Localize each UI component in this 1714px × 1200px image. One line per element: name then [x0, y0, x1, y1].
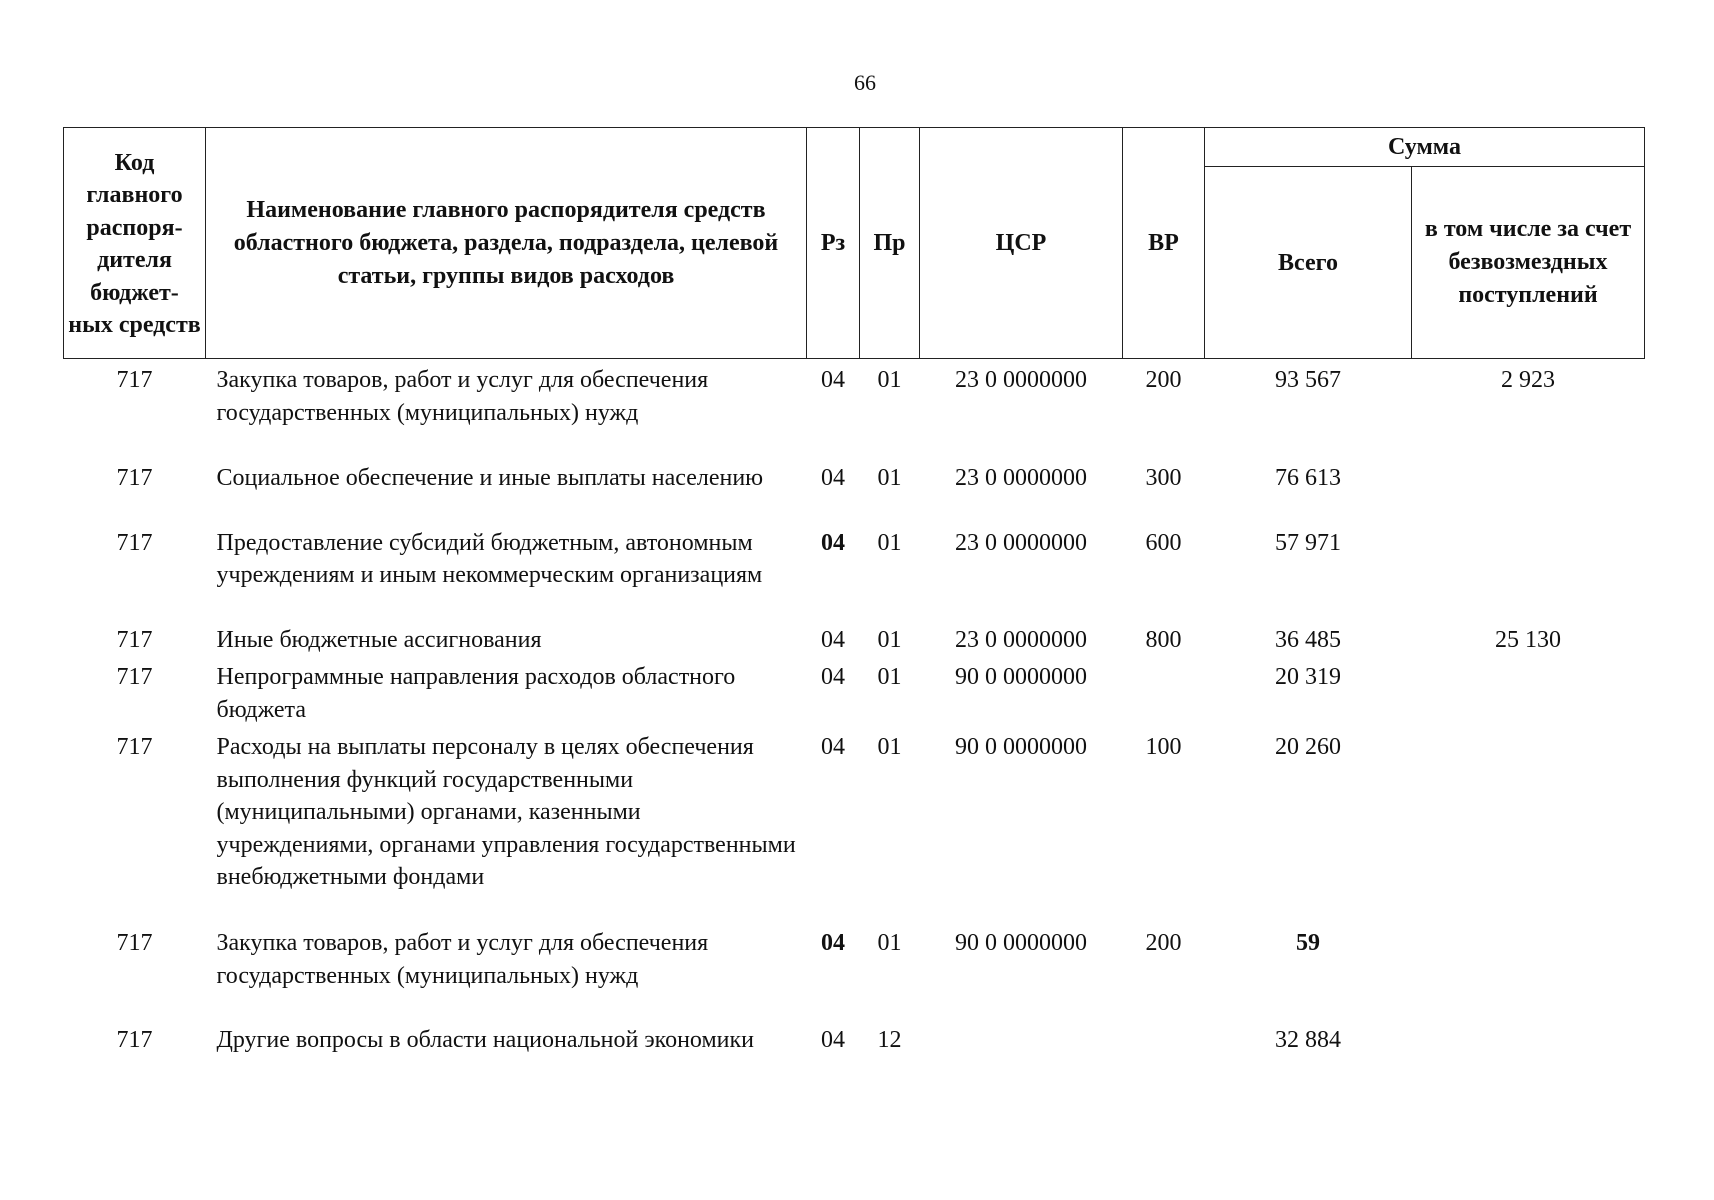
cell-total: 32 884: [1275, 1027, 1341, 1053]
cell-rz: 04: [821, 734, 845, 760]
cell-free: [1412, 522, 1645, 619]
table-row: [64, 522, 1645, 619]
cell-code: 717: [116, 529, 153, 556]
cell-code: 717: [116, 464, 153, 491]
cell-csr: 90 0 0000000: [955, 664, 1087, 690]
cell-csr: 23 0 0000000: [955, 464, 1087, 491]
cell-total: 20 319: [1275, 664, 1341, 690]
cell-free: [1412, 922, 1645, 1019]
table-row: [64, 656, 1645, 726]
cell-code: 717: [116, 367, 153, 393]
cell-name: Расходы на выплаты персоналу в целях обеспечения выполнения функций государственными (муниципальными) органами, казенными учреждениями, органами управления государственными внебюджетными фондами: [216, 734, 796, 890]
cell-vr: 800: [1145, 626, 1182, 653]
cell-code: 717: [116, 664, 153, 690]
cell-rz: 04: [821, 529, 845, 556]
cell-name: Другие вопросы в области национальной экономики: [216, 1027, 755, 1053]
cell-rz: 04: [821, 464, 845, 491]
cell-csr: [920, 1019, 1123, 1089]
cell-rz: 04: [821, 367, 845, 393]
cell-total: 93 567: [1275, 367, 1341, 393]
cell-pr: 01: [877, 626, 902, 653]
cell-free: [1412, 1019, 1645, 1089]
cell-vr: [1123, 1019, 1205, 1089]
cell-csr: 23 0 0000000: [955, 529, 1087, 556]
cell-pr: 01: [877, 930, 902, 956]
cell-pr: 12: [877, 1027, 902, 1053]
cell-free: [1412, 726, 1645, 922]
cell-name: Закупка товаров, работ и услуг для обеспечения государственных (муниципальных) нужд: [216, 367, 709, 426]
cell-total: 20 260: [1275, 734, 1341, 760]
cell-rz: 04: [821, 930, 845, 956]
table-row: [64, 457, 1645, 522]
header-code: Код главного распоря-дителя бюджет-ных средств: [64, 128, 206, 359]
cell-csr: 90 0 0000000: [955, 734, 1087, 760]
cell-code: 717: [116, 626, 153, 653]
cell-csr: 23 0 0000000: [955, 626, 1087, 653]
cell-total: 59: [1296, 930, 1320, 956]
table-row: [64, 726, 1645, 922]
cell-rz: 04: [821, 664, 845, 690]
table-row: [64, 1019, 1645, 1089]
cell-rz: 04: [821, 1027, 845, 1053]
cell-name: Социальное обеспечение и иные выплаты населению: [216, 464, 764, 491]
cell-name: Предоставление субсидий бюджетным, автономным учреждениям и иным некоммерческим организациям: [216, 529, 763, 588]
cell-rz: 04: [821, 626, 845, 653]
cell-total: 36 485: [1275, 626, 1341, 653]
cell-code: 717: [116, 930, 153, 956]
header-rz: Рз: [807, 128, 860, 359]
table-row: [64, 359, 1645, 457]
cell-vr: 200: [1145, 930, 1182, 956]
cell-code: 717: [116, 1027, 153, 1053]
cell-pr: 01: [877, 664, 902, 690]
cell-csr: 23 0 0000000: [955, 367, 1087, 393]
table-row: [64, 619, 1645, 657]
budget-table: [63, 127, 1645, 1089]
cell-name: Закупка товаров, работ и услуг для обеспечения государственных (муниципальных) нужд: [216, 930, 709, 989]
header-csr: ЦСР: [920, 128, 1123, 359]
cell-vr: 200: [1145, 367, 1182, 393]
cell-code: 717: [116, 734, 153, 760]
page-number: 66: [854, 70, 876, 95]
cell-pr: 01: [877, 734, 902, 760]
cell-total: 76 613: [1275, 464, 1341, 491]
cell-pr: 01: [877, 529, 902, 556]
cell-vr: 100: [1145, 734, 1182, 760]
cell-vr: 300: [1145, 464, 1182, 491]
cell-name: Иные бюджетные ассигнования: [216, 626, 542, 653]
cell-total: 57 971: [1275, 529, 1341, 556]
cell-csr: 90 0 0000000: [955, 930, 1087, 956]
header-sum: Сумма: [1205, 128, 1645, 167]
cell-pr: 01: [877, 464, 902, 491]
header-pr: Пр: [860, 128, 920, 359]
cell-name: Непрограммные направления расходов областного бюджета: [216, 664, 736, 723]
cell-free: 2 923: [1501, 367, 1555, 393]
cell-vr: 600: [1145, 529, 1182, 556]
cell-free: [1412, 656, 1645, 726]
header-free: в том числе за счет безвозмездных поступлений: [1412, 167, 1645, 359]
cell-vr: [1123, 656, 1205, 726]
header-vr: ВР: [1123, 128, 1205, 359]
header-name: Наименование главного распорядителя средств областного бюджета, раздела, подраздела, целевой статьи, группы видов расходов: [206, 128, 807, 359]
header-total: Всего: [1205, 167, 1412, 359]
cell-free: 25 130: [1495, 626, 1561, 653]
cell-free: [1412, 457, 1645, 522]
cell-pr: 01: [877, 367, 902, 393]
table-row: [64, 922, 1645, 1019]
